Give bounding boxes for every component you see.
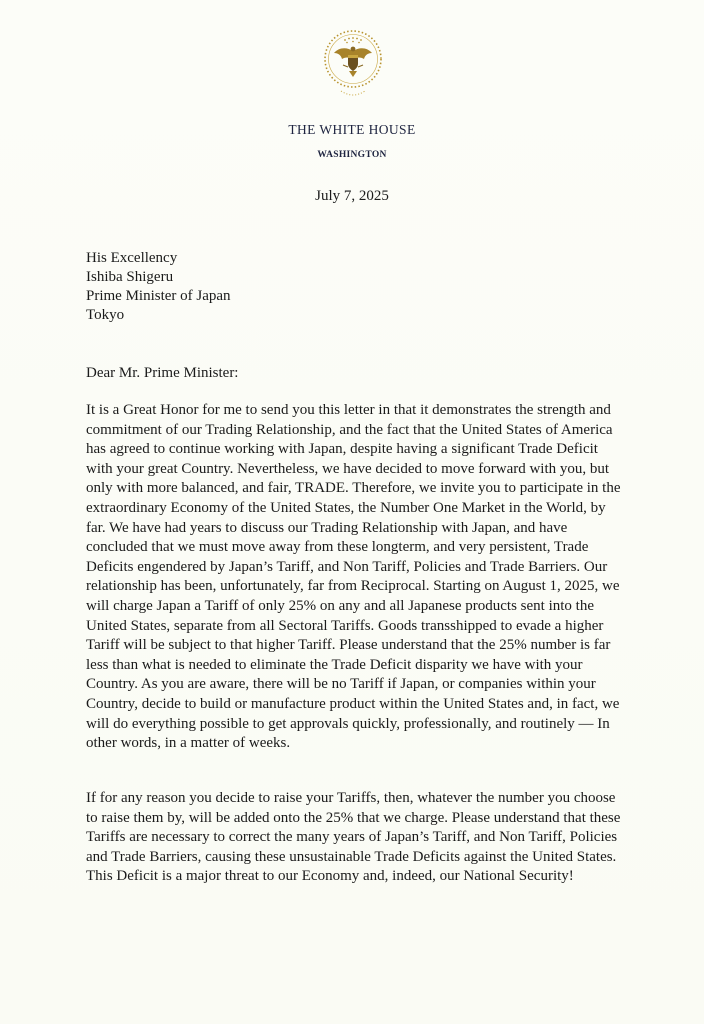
text-line: Deficits engendered by Japan’s Tariff, and Non Tariff, Policies and Trade Barriers. Our bbox=[86, 558, 608, 575]
text-line: This Deficit is a major threat to our Economy and, indeed, our National Security! bbox=[86, 868, 574, 885]
recipient-address bbox=[86, 249, 231, 325]
text-line: less than what is needed to eliminate the Trade Deficit disparity we have with your bbox=[86, 656, 583, 673]
text-line: has agreed to continue working with Japan, despite having a significant Trade Deficit bbox=[86, 441, 598, 458]
letterhead-subtitle: WASHINGTON bbox=[317, 150, 387, 160]
text-line: and Trade Barriers, causing these unsustainable Trade Deficits against the United States. bbox=[86, 848, 617, 865]
text-line: concluded that we must move away from these longterm, and very persistent, Trade bbox=[86, 539, 589, 556]
text-line: with your great Country. Nevertheless, we have decided to move forward with you, but bbox=[86, 460, 610, 477]
text-line: will do everything possible to get approvals quickly, professionally, and routinely — In bbox=[86, 715, 610, 732]
text-line: will charge Japan a Tariff of only 25% on any and all Japanese products sent into the bbox=[86, 597, 594, 614]
text-line: Country. As you are aware, there will be no Tariff if Japan, or companies within your bbox=[86, 676, 596, 693]
letterhead-title: THE WHITE HOUSE bbox=[288, 122, 416, 137]
text-line: commitment of our Trading Relationship, and the fact that the United States of America bbox=[86, 421, 613, 438]
text-line: United States, separate from all Sectoral Tariffs. Goods transshipped to evade a higher bbox=[86, 617, 604, 634]
text-line: It is a Great Honor for me to send you this letter in that it demonstrates the strength and bbox=[86, 402, 611, 418]
text-line: only with more balanced, and fair, TRADE. Therefore, we invite you to participate in the bbox=[86, 480, 621, 497]
body-paragraph-1 bbox=[86, 401, 621, 754]
text-line: relationship has been, unfortunately, far from Reciprocal. Starting on August 1, 2025, we bbox=[86, 578, 620, 595]
text-line: Tariffs are necessary to correct the many years of Japan’s Tariff, and Non Tariff, Policies bbox=[86, 829, 618, 846]
text-line: Country, decide to build or manufacture product within the United States and, in fact, we bbox=[86, 695, 620, 712]
address-line: Prime Minister of Japan bbox=[86, 288, 231, 304]
text-line: extraordinary Economy of the United States, the Number One Market in the World, by bbox=[86, 499, 606, 516]
text-line: other words, in a matter of weeks. bbox=[86, 735, 291, 752]
text-line: Tariff will be subject to that higher Tariff. Please understand that the 25% number is far bbox=[86, 637, 611, 654]
text-line: far. We have had years to discuss our Trading Relationship with Japan, and have bbox=[86, 519, 568, 536]
address-line: Tokyo bbox=[86, 307, 125, 323]
body-paragraph-2 bbox=[86, 789, 620, 887]
presidential-seal-icon bbox=[323, 29, 383, 103]
text-line: to raise them by, will be added onto the 25% that we charge. Please understand that these bbox=[86, 809, 621, 826]
letter-date: July 7, 2025 bbox=[315, 188, 389, 204]
text-line: If for any reason you decide to raise your Tariffs, then, whatever the number you choose bbox=[86, 790, 616, 806]
salutation: Dear Mr. Prime Minister: bbox=[86, 365, 239, 381]
address-line: His Excellency bbox=[86, 250, 178, 266]
address-line: Ishiba Shigeru bbox=[86, 269, 174, 285]
